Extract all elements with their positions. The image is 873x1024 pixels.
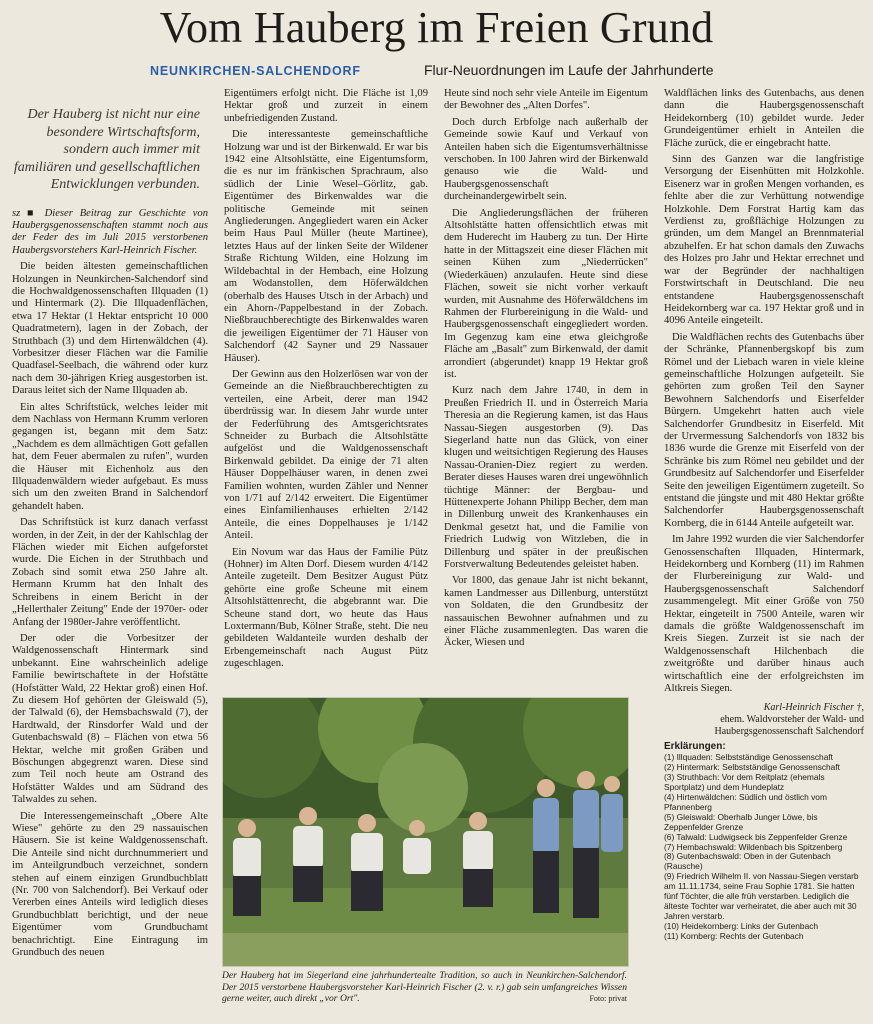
caption-text: Der Hauberg hat im Siegerland eine jahrhundertealte Tradition, so auch in Neunkirchen-Salchendorf. Der 2015 verstorbene Haubergsvorsteher Karl-Heinrich Fischer (2. v. r.) gab sein umfangreiches Wissen gerne weiter, auch direkt „vor Ort". — [222, 970, 627, 1005]
paragraph: Ein altes Schriftstück, welches leider mit dem Nachlass von Hermann Krumm verloren gegangen ist, begann mit dem Satz: „Nachdem es dem allmächtigen Gott gefallen hat, dem Feuer abermalen zu rufen", wurden die Häuser mit Eichenholz aus den Illquadenwäldern wieder aufgebaut. Es muss sich um den zweiten Brand in Salchendorf gehandelt haben. — [12, 401, 208, 512]
paragraph: Die beiden ältesten gemeinschaftlichen Holzungen in Neunkirchen-Salchendorf sind die Hochwaldgenossenschaften Illquaden (1) und Hintermark (2). Die Illquadenflächen, etwa 17 Hektar (1 Hektar entspricht 10 000 Quadratmetern), lagen in der Zobach, der Struthbach (3) und dem Hirtenwäldchen (4). Vorbesitzer dieser Flächen war die Familie Quadfasel-Seelbach, die während oder kurz nach dem 30-jährigen Krieg ausgestorben ist. Daraus leitet sich der Name Illquaden ab. — [12, 261, 208, 397]
author-name: Karl-Heinrich Fischer †, — [763, 701, 864, 713]
intro-note: sz ■ Dieser Beitrag zur Geschichte von Haubergsgenossenschaften stammt noch aus der Feder des im Juli 2015 verstorbenen Haubergsvorstehers Karl-Heinrich Fischer. — [12, 207, 208, 256]
explanation-item: (2) Hintermark: Selbstständige Genossenschaft — [664, 762, 840, 773]
explanation-item: (8) Gutenbachswald: Oben in der Gutenbach (Rausche) — [664, 851, 831, 872]
paragraph: Heute sind noch sehr viele Anteile im Eigentum der Bewohner des „Alten Dorfes". — [444, 88, 648, 112]
kicker-location: NEUNKIRCHEN-SALCHENDORF — [150, 64, 361, 78]
author-credit — [664, 702, 864, 738]
column-3 — [444, 88, 648, 693]
explanation-item: (5) Gleiswald: Oberhalb Junger Löwe, bis Zeppenfelder Grenze — [664, 811, 818, 832]
headline: Vom Hauberg im Freien Grund — [159, 3, 714, 52]
paragraph: Ein Novum war das Haus der Familie Pütz (Hohner) im Alten Dorf. Diesem wurden 4/142 Anteile zugeteilt. Dem Besitzer August Pütz gehörte eine große Scheune mit einem Altsohlstättenrecht, die abgebrannt war. Die Scheune stand dort, wo heute das Haus Loxtermann/Bub, Kölner Straße, steht. Die neu gebildeten Waldanteile wurden deshalb der Erbengemeinschaft nach August Pütz zugeschlagen. — [224, 546, 428, 670]
paragraph: Die Angliederungsflächen der früheren Altsohlstätte hatten offensichtlich etwas mit dem Huderecht im Hauberg zu tun. Der Hirte hatte in der Mittagszeit eine dieser Flächen mit seinen Kühen zum „Niederrücken" (Wiederkäuen) anzulaufen. Heute sind diese Flächen, soweit sie nicht vorher verkauft wurden, mit Ausnahme des Höferwäldchens im Rahmen der Flurbereinigung in die Wald- und Haubergsgenossenschaft eingegliedert worden. Im Gegenzug kam eine etwa gleichgroße Fläche am „Basalt" zum Birkenwald, der damit arrondiert (abgerundet) knapp 19 Hektar groß ist. — [444, 207, 648, 380]
paragraph: Der Gewinn aus den Holzerlösen war von der Gemeinde an die Nießbrauchberechtigten zu verteilen, eine Arbeit, derer man 1942 überdrüssig war. In diesem Jahr wurde unter der Federführung des Amtsgerichtsrates Schneider zu Burbach die Altsohlstätte aufgelöst und die Waldgenossenschaft Birkenwald gebildet. Da einige der 71 alten Häuser Doppelhäuser waren, in denen zwei Familien wohnten, wurden Zähler und Nenner von 1/71 auf 2/142 erweitert. Die Eigentümer eines Einfamilienhauses erhielten 2/142 Anteile, die eines Doppelhauses je 1/142 Anteil. — [224, 368, 428, 542]
photo-caption — [222, 970, 627, 1005]
paragraph: Das Schriftstück ist kurz danach verfasst worden, in der Zeit, in der der Kahlschlag der Flächen wieder mit Eichen aufgeforstet wurde. Die Eichen in der Struthbach und Zobach sind somit etwa 250 Jahre alt. Hermann Krumm hat den Inhalt des Schreibens in einem Bericht in der „Hellerthaler Zeitung" Ende der 1970er- oder Anfang der 1980er-Jahre veröffentlicht. — [12, 517, 208, 628]
author-role: ehem. Waldvorsteher der Wald- und Haubergsgenossenschaft Salchendorf — [714, 713, 864, 737]
group-photo — [222, 697, 629, 967]
paragraph: Eigentümers erfolgt nicht. Die Fläche ist 1,09 Hektar groß und zurzeit in einem unbefriedigenden Zustand. — [224, 88, 428, 124]
photo-credit: Foto: privat — [589, 994, 627, 1004]
explanation-item: (4) Hirtenwäldchen: Südlich und östlich vom Pfannenberg — [664, 792, 827, 812]
explanations-title: Erklärungen: — [664, 740, 726, 752]
paragraph: Die interessanteste gemeinschaftliche Holzung war und ist der Birkenwald. Er war bis 1942 eine Altsohlstätte, eine Eigentumsform, die es nur im fränkischen Sprachraum, also südlich der Linie Wesel–Görlitz, gab. Eigentümer des Birkenwaldes war die politische Gemeinde mit seinen Angliederungen. Angegliedert waren ein Acker beim Haus Paul Müller (heute Martinee), letztes Haus auf der linken Seite der Wildener Straße Richtung Wilden, eine Holzung im Wildebachtal in der Hembach, eine Holzung am Wodanstollen, dem Höferwäldchen (oberhalb des Hauses Utsch in der Arbach) und ein Ahorn-/Pappelbestand in der Zobach. Nießbrauchberechtigte des Birkenwaldes waren die jeweiligen Eigentümer der 71 Häuser von Salchendorf (42 Sayner und 29 Nassauer Häuser). — [224, 129, 428, 364]
explanation-item: (10) Heidekornberg: Links der Gutenbach — [664, 920, 819, 931]
subline: Flur-Neuordnungen im Laufe der Jahrhunderte — [424, 62, 714, 78]
paragraph: Die Interessengemeinschaft „Obere Alte Wiese" gehörte zu den 29 nassauischen Häusern. Sie ist keine Waldgenossenschaft. Die Anteile sind nicht durchnummeriert und im Anteilgrundbuch verzeichnet, sondern stehen auf einem einzigen Grundbuchblatt (Nr. 700 von Salchendorf). Bei Verkauf oder Vererben eines Anteils wird lediglich dieses Grundbuchblatt berichtigt, und der neue Eigentümer vom Grundbuchamt benachrichtigt. Eine Eintragung im Grundbuch des neuen — [12, 810, 208, 959]
explanation-item: (1) Illquaden: Selbstständige Genossenschaft — [664, 752, 834, 763]
explanation-item: (11) Kornberg: Rechts der Gutenbach — [664, 930, 804, 941]
column-4 — [664, 88, 864, 1018]
pull-quote: Der Hauberg ist nicht nur eine besondere Wirtschaftsform, sondern auch immer mit familiären und gesellschaftlichen Entwicklungen verbunden. — [13, 107, 200, 192]
explanations-box — [664, 742, 864, 942]
paragraph: Doch durch Erbfolge nach außerhalb der Gemeinde sowie Kauf und Verkauf von Anteilen haben sich die Eigentumsverhältnisse verschoben. In 100 Jahren wird der Birkenwald genauso wie die Wald- und Haubergsgenossenschaft durcheinandergewirbelt sein. — [444, 116, 648, 203]
explanation-item: (6) Talwald: Ludwigseck bis Zeppenfelder Grenze — [664, 831, 848, 842]
explanation-item: (3) Struthbach: Vor dem Reitplatz (ehemals Sportplatz) und dem Hundeplatz — [664, 772, 825, 793]
paragraph: Sinn des Ganzen war die langfristige Versorgung der Eisenhütten mit Holzkohle. Eisenerz war in großen Mengen vorhanden, es fehlte aber die zur Verhüttung notwendige Holzkohle. Dem Forstrat Hartig kam das Verdienst zu, großflächige Holzungen zu gründen, um dem Mangel an Brennmaterial abzuhelfen. Er hat schon damals den Zuwachs des Holzes pro Jahr und Hektar errechnet und war der Begründer der nachhaltigen Forstwirtschaft in Deutschland. Die neu entstandene Haubergsgenossenschaft Heidekornberg war ca. 197 Hektar groß und in 4096 Anteile eingeteilt. — [664, 154, 864, 327]
paragraph: Der oder die Vorbesitzer der Waldgenossenschaft Hintermark sind unbekannt. Eine wahrscheinlich adelige Familie bewirtschaftete in der Hofstätte (Hofstätter Wald, 22 Hektar groß) einen Hof. Zu diesem Hof gehörten der Gleiswald (5), der Talwald (6), der Hemsbachswald (7), der Hardtwald, der Rinsdorfer Wald und der Gutenbachswald (8) – Flächen von etwa 56 Hektar, welche mit großen Gräben und Böschungen abgegrenzt waren. Diese sind zum Teil noch heute am Ostrand des Hofstätter Waldes und am Südrand des Talwaldes zu sehen. — [12, 632, 208, 806]
column-2 — [224, 88, 428, 693]
paragraph: Kurz nach dem Jahre 1740, in dem in Preußen Friedrich II. und in Österreich Maria Theresia an die Regierung kamen, ist das Haus Nassau-Siegen ausgestorben (9). Das Siegerland hatte nun das Glück, von einer klugen und weitsichtigen Regierung des Hauses Nassau-Oranien-Diez regiert zu werden. Berater dieses Hauses waren drei ungewöhnlich tüchtige Männer: der Bergbau- und Hüttenexperte Johann Philipp Becher, dem man in Dillenburg unweit des Krankenhauses ein Denkmal gesetzt hat, und die Familie von Friedrich Ludwig von Witzleben, die in Dillenburg und später in der preußischen Forstverwaltung Bedeutendes geleistet haben. — [444, 385, 648, 571]
column-1 — [12, 88, 208, 1018]
paragraph: Waldflächen links des Gutenbachs, aus denen dann die Haubergsgenossenschaft Heidekornberg (10) gebildet wurde. Jeder Grundeigentümer erhielt in Anteilen die Fläche zurück, die er eingebracht hatte. — [664, 88, 864, 149]
paragraph: Die Waldflächen rechts des Gutenbachs über der Schränke, Pfannenbergskopf bis zum Römel und der Liebach waren in viele kleine gemeinschaftliche Holzungen aufgeteilt. Sie gehörten zum großen Teil den Sayner Bewohnern Salchendorfs und Eiserfelder Bürgern. Umgekehrt hatten auch viele Salchendorfer Grundbesitz in Eiserfeld. Mit der Urvermessung Salchendorfs von 1832 bis 1836 wurde die Grenze mit Eiserfeld von der Schränke bis zum Römel neu gebildet und der Grundbesitz auf Salchendorfer und Eiserfelder Seite den jeweiligen Eigentümern zugeteilt. So entstand die jüngste und mit 480 Hektar größte Salchendorfer Haubergsgenossenschaft Kornberg, die in 6144 Anteile aufgeteilt war. — [664, 331, 864, 529]
paragraph: Vor 1800, das genaue Jahr ist nicht bekannt, kamen Landmesser aus Dillenburg, unterstützt von Soldaten, die den Grundbesitz der nassauischen Bewohner aufnahmen und zu einer Fläche zusammenlegten. Das waren die Äcker, Wiesen und — [444, 575, 648, 649]
explanation-item: (7) Hembachswald: Wildenbach bis Spitzenberg — [664, 841, 843, 852]
explanation-item: (9) Friedrich Wilhelm II. von Nassau-Siegen verstarb am 11.11.1734, seine Frau Sophie 1781. Sie hatten fünf Töchter, die alle früh verstarben. Lediglich die älteste Tochter war verheiratet, die aber auch mit 30 Jahren verstarb. — [664, 871, 859, 921]
paragraph: Im Jahre 1992 wurden die vier Salchendorfer Genossenschaften Illquaden, Hintermark, Heidekornberg und Kornberg (11) im Rahmen der Flurbereinigung zur Wald- und Haubergsgenossenschaft Salchendorf zusammengelegt. Mit einer Größe von 750 Hektar, eingeteilt in 7500 Anteile, waren wir damals die größte Waldgenossenschaft im Kreis Siegen. Zurzeit ist sie nach der Waldgenossenschaft Hilchenbach die zweitgrößte und darüber hinaus auch wirtschaftlich eine der erfolgreichsten im Altkreis Siegen. — [664, 534, 864, 695]
